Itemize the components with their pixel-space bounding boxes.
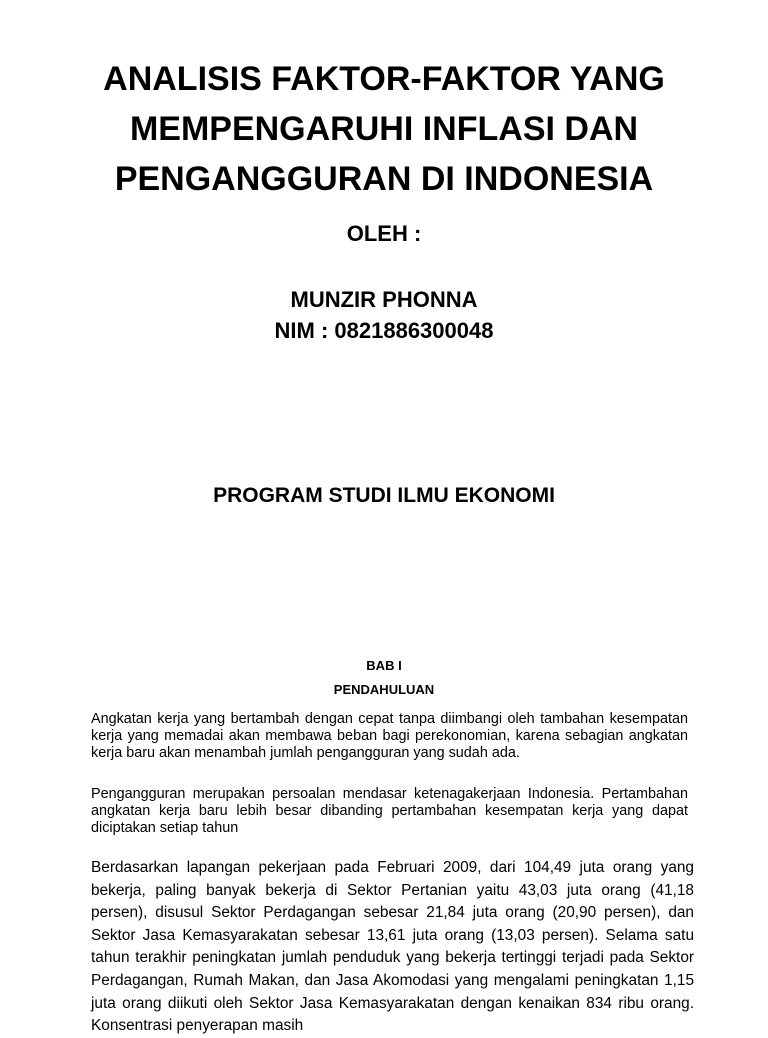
paragraph-2: Pengangguran merupakan persoalan mendasar ketenagakerjaan Indonesia. Pertambahan angkatan kerja baru lebih besar dibanding pertambahan kesempatan kerja yang dapat diciptakan setiap tahun [91,786,688,836]
author-name: MUNZIR PHONNA [290,287,478,312]
author-nim: NIM : 0821886300048 [274,318,494,343]
paragraph-1: Angkatan kerja yang bertambah dengan cepat tanpa diimbangi oleh tambahan kesempatan kerja yang memadai akan membawa beban bagi perekonomian, karena sebagian angkatan kerja baru akan menambah jumlah pengangguran yang sudah ada. [91,711,688,761]
chapter-number: BAB I [366,658,402,673]
study-program: PROGRAM STUDI ILMU EKONOMI [213,484,555,507]
by-label: OLEH : [346,221,422,246]
title-line-2: MEMPENGARUHI INFLASI DAN [129,110,639,148]
title-line-1: ANALISIS FAKTOR-FAKTOR YANG [103,60,665,98]
chapter-heading [0,654,768,702]
document-title [40,54,728,204]
author-block [0,284,768,346]
title-line-3: PENGANGGURAN DI INDONESIA [114,160,654,198]
chapter-title: PENDAHULUAN [333,682,435,697]
paragraph-3: Berdasarkan lapangan pekerjaan pada Februari 2009, dari 104,49 juta orang yang bekerja, paling banyak bekerja di Sektor Pertanian yaitu 43,03 juta orang (41,18 persen), disusul Sektor Perdagangan sebesar 21,84 juta orang (20,90 persen), dan Sektor Jasa Kemasyarakatan sebesar 13,61 juta orang (13,03 persen). Selama satu tahun terakhir peningkatan jumlah penduduk yang bekerja tertinggi terjadi pada Sektor Perdagangan, Rumah Makan, dan Jasa Akomodasi yang mengalami peningkatan 1,15 juta orang diikuti oleh Sektor Jasa Kemasyarakatan dengan kenaikan 834 ribu orang. Konsentrasi penyerapan masih [91,859,694,1035]
